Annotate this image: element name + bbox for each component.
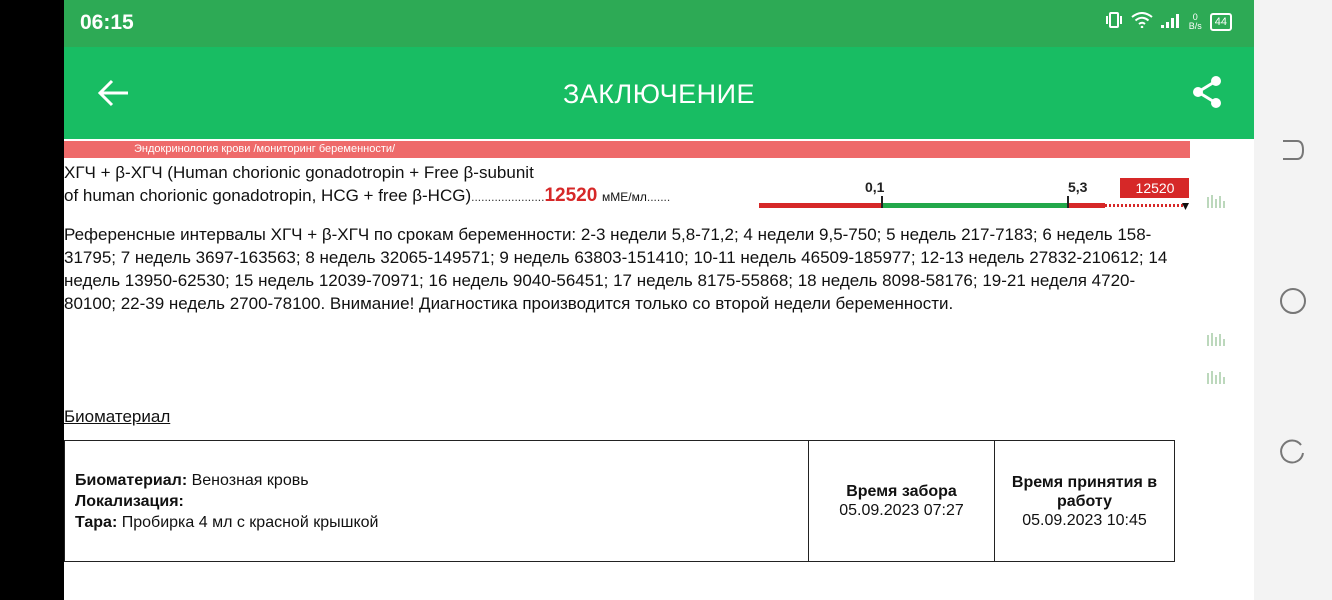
leader-dots: ...................... xyxy=(471,190,545,204)
gauge-high-label: 5,3 xyxy=(1068,179,1088,195)
localization-label: Локализация: xyxy=(75,492,184,510)
biomaterial-link[interactable]: Биоматериал xyxy=(64,407,171,426)
gauge-normal-segment xyxy=(882,203,1068,208)
result-unit: мМЕ/мл xyxy=(602,190,647,204)
status-time: 06:15 xyxy=(80,11,134,34)
biomaterial-info-cell xyxy=(65,441,809,562)
wifi-icon xyxy=(1131,12,1153,32)
collection-time-value: 05.09.2023 07:27 xyxy=(839,502,964,519)
reference-intervals: Референсные интервалы ХГЧ + β-ХГЧ по срокам беременности: 2-3 недели 5,8-71,2; 4 недели 9,5-750; 5 недель 217-7183; 6 недель 158-31795; 7 недель 3697-163563; 8 недель 32065-149571; 9 недель 63803-151410; 10-11 недель 46509-185977; 12-13 недель 27832-210612; 14 недель 13950-62530; 15 недель 12039-70971; 16 недель 9040-56451; 17 недель 8175-55868; 18 недель 8098-58176; 19-21 неделя 4720-80100; 22-39 недель 2700-78100. Внимание! Диагностика производится только со второй недели беременности. xyxy=(64,225,1168,313)
material-value: Венозная кровь xyxy=(191,471,309,489)
share-icon[interactable] xyxy=(1188,73,1226,111)
container-value: Пробирка 4 мл с красной крышкой xyxy=(121,513,379,531)
leader-dots-2: ....... xyxy=(646,190,671,204)
system-nav-bar xyxy=(1254,0,1332,600)
bar-chart-icon xyxy=(1206,370,1230,384)
status-bar xyxy=(64,0,1254,47)
bar-chart-icon xyxy=(1206,194,1230,208)
gauge-low-tick xyxy=(881,196,883,208)
battery-icon xyxy=(1210,13,1232,31)
vibrate-icon xyxy=(1105,12,1123,32)
page-title: ЗАКЛЮЧЕНИЕ xyxy=(562,79,756,109)
network-speed-unit: B/s xyxy=(1188,21,1202,31)
bar-chart-icon xyxy=(1206,332,1230,346)
table-row xyxy=(65,441,1175,562)
network-speed xyxy=(1189,13,1202,31)
recents-nav-icon[interactable] xyxy=(1277,436,1309,468)
accepted-time-cell xyxy=(995,441,1175,562)
test-name-line1: ХГЧ + β-ХГЧ (Human chorionic gonadotropin + Free β-subunit xyxy=(64,163,534,182)
network-speed-value: 0 xyxy=(1192,12,1198,22)
gauge-result-badge-text: 12520 xyxy=(1135,180,1175,196)
container-label: Тара: xyxy=(75,513,118,531)
accepted-time-value: 05.09.2023 10:45 xyxy=(1022,511,1147,529)
section-header: Эндокринология крови /мониторинг беременности/ xyxy=(64,141,1190,158)
gauge-low-segment xyxy=(759,203,882,208)
biomaterial-table xyxy=(64,440,1175,562)
collection-time-cell xyxy=(809,441,995,562)
side-markers xyxy=(1192,139,1254,600)
app-screen xyxy=(64,0,1254,600)
reference-gauge xyxy=(759,177,1189,211)
back-nav-icon[interactable] xyxy=(1277,134,1309,166)
result-value: 12520 xyxy=(544,185,598,206)
collection-time-header: Время забора xyxy=(846,483,957,500)
home-nav-icon[interactable] xyxy=(1277,285,1309,317)
status-icons xyxy=(1105,12,1232,32)
report-content xyxy=(64,139,1254,600)
gauge-high-tick xyxy=(1067,196,1069,208)
material-label: Биоматериал: xyxy=(75,471,188,489)
battery-level: 44 xyxy=(1214,16,1227,28)
gauge-low-label: 0,1 xyxy=(865,179,885,195)
gauge-high-segment xyxy=(1068,203,1105,208)
signal-icon xyxy=(1161,12,1181,32)
app-bar xyxy=(64,47,1254,139)
test-name xyxy=(64,161,764,209)
test-name-line2: of human chorionic gonadotropin, HCG + free β-HCG) xyxy=(64,186,472,205)
gauge-result-pointer xyxy=(1182,203,1189,210)
accepted-time-header: Время принятия в работу xyxy=(1011,473,1158,510)
